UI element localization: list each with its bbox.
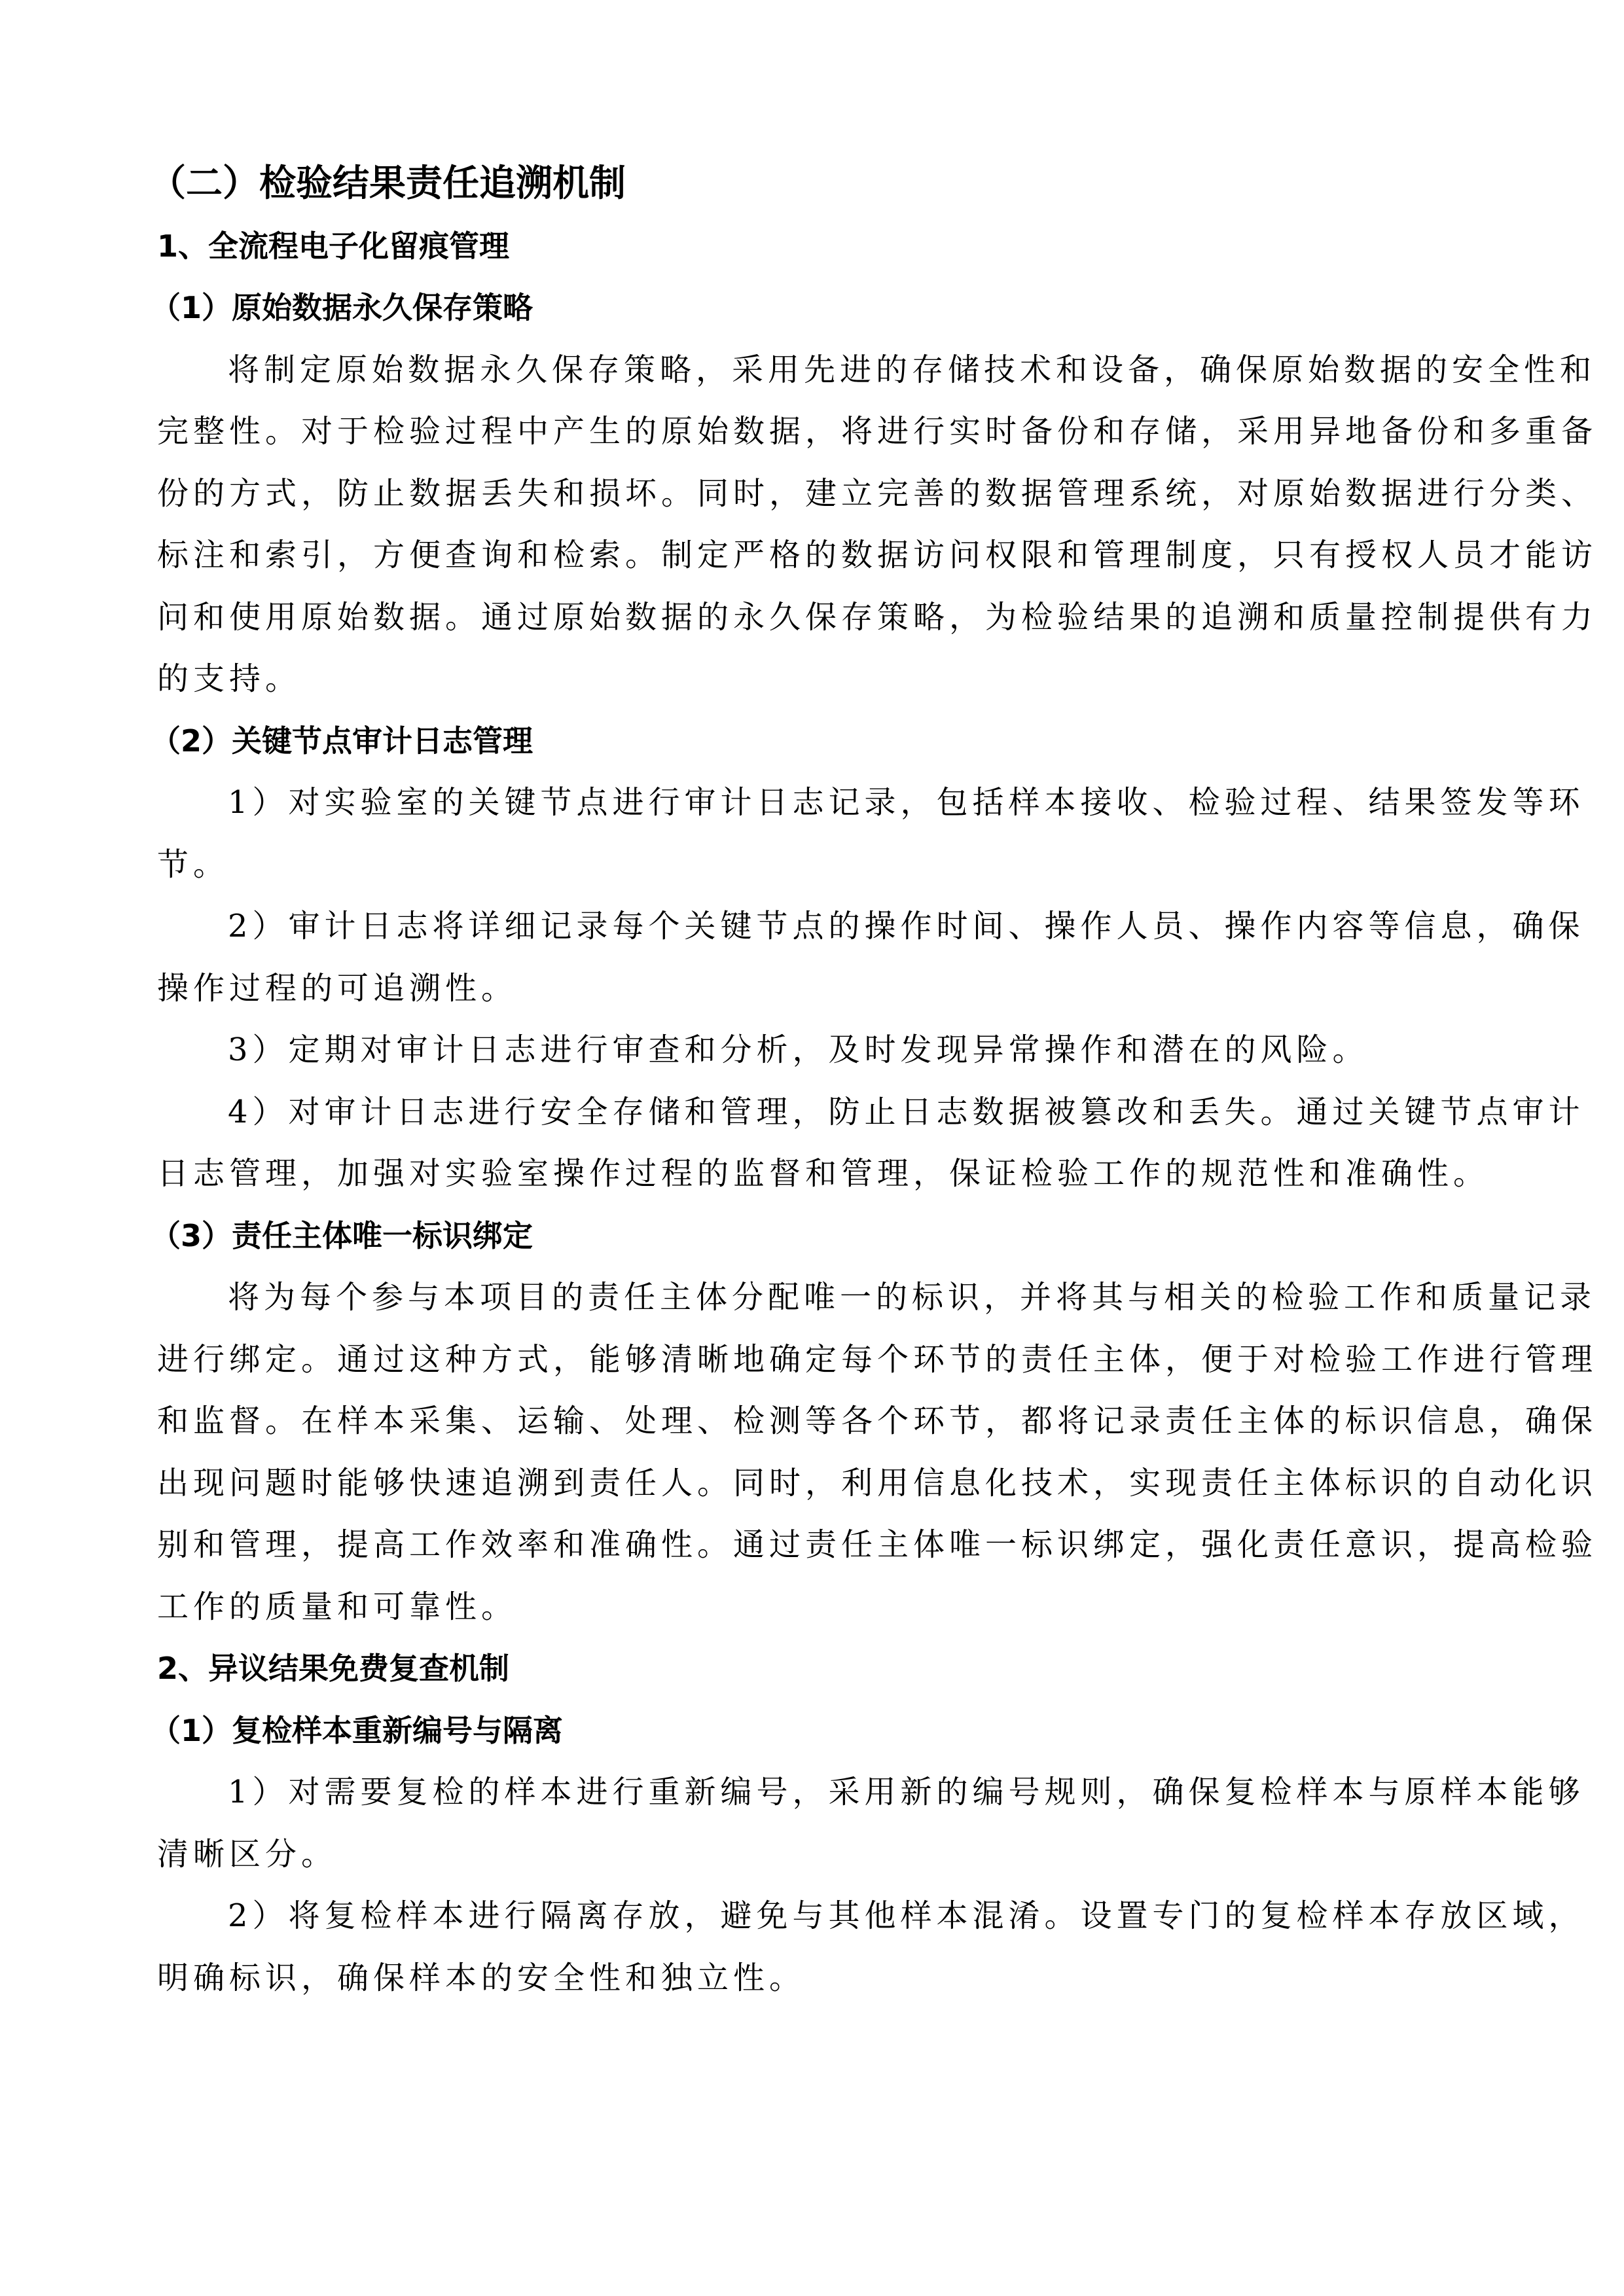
subheading: （1）复检样本重新编号与隔离 <box>151 1712 564 1748</box>
paragraph-line: 将制定原始数据永久保存策略，采用先进的存储技术和设备，确保原始数据的安全性和 <box>228 351 1597 388</box>
paragraph-line: 日志管理，加强对实验室操作过程的监督和管理，保证检验工作的规范性和准确性。 <box>157 1155 1490 1192</box>
paragraph-line: 出现问题时能够快速追溯到责任人。同时，利用信息化技术，实现责任主体标识的自动化识 <box>157 1464 1598 1501</box>
paragraph-line: 4）对审计日志进行安全存储和管理，防止日志数据被篡改和丢失。通过关键节点审计 <box>228 1093 1585 1130</box>
paragraph-line: 别和管理，提高工作效率和准确性。通过责任主体唯一标识绑定，强化责任意识，提高检验 <box>157 1526 1598 1563</box>
paragraph-line: 明确标识，确保样本的安全性和独立性。 <box>157 1959 806 1996</box>
heading: 1、全流程电子化留痕管理 <box>157 228 510 264</box>
paragraph-line: 将为每个参与本项目的责任主体分配唯一的标识，并将其与相关的检验工作和质量记录 <box>228 1279 1597 1316</box>
paragraph-line: 节。 <box>157 846 230 883</box>
paragraph-line: 1）对实验室的关键节点进行审计日志记录，包括样本接收、检验过程、结果签发等环 <box>228 784 1585 821</box>
paragraph-line: 标注和索引，方便查询和检索。制定严格的数据访问权限和管理制度，只有授权人员才能访 <box>157 537 1598 573</box>
paragraph-line: 2）审计日志将详细记录每个关键节点的操作时间、操作人员、操作内容等信息，确保 <box>228 908 1585 944</box>
document-page <box>149 153 1598 2009</box>
paragraph-line: 清晰区分。 <box>157 1835 338 1873</box>
paragraph-line: 工作的质量和可靠性。 <box>157 1588 518 1625</box>
paragraph-line: 操作过程的可追溯性。 <box>157 969 518 1007</box>
paragraph-line: 和监督。在样本采集、运输、处理、检测等各个环节，都将记录责任主体的标识信息，确保 <box>157 1403 1598 1439</box>
paragraph-line: 3）定期对审计日志进行审查和分析，及时发现异常操作和潜在的风险。 <box>228 1031 1369 1068</box>
section-title: （二）检验结果责任追溯机制 <box>149 162 626 205</box>
subheading: （2）关键节点审计日志管理 <box>151 723 533 759</box>
heading: 2、异议结果免费复查机制 <box>157 1651 510 1686</box>
subheading: （1）原始数据永久保存策略 <box>151 290 533 325</box>
paragraph-line: 完整性。对于检验过程中产生的原始数据，将进行实时备份和存储，采用异地备份和多重备 <box>157 413 1598 450</box>
paragraph-line: 问和使用原始数据。通过原始数据的永久保存策略，为检验结果的追溯和质量控制提供有力 <box>157 598 1598 636</box>
paragraph-line: 进行绑定。通过这种方式，能够清晰地确定每个环节的责任主体，便于对检验工作进行管理 <box>157 1340 1598 1378</box>
paragraph-line: 1）对需要复检的样本进行重新编号，采用新的编号规则，确保复检样本与原样本能够 <box>228 1774 1585 1810</box>
paragraph-line: 的支持。 <box>157 660 302 697</box>
paragraph-line: 2）将复检样本进行隔离存放，避免与其他样本混淆。设置专门的复检样本存放区域， <box>228 1897 1585 1934</box>
paragraph-line: 份的方式，防止数据丢失和损坏。同时，建立完善的数据管理系统，对原始数据进行分类、 <box>157 475 1598 512</box>
subheading: （3）责任主体唯一标识绑定 <box>151 1217 533 1253</box>
